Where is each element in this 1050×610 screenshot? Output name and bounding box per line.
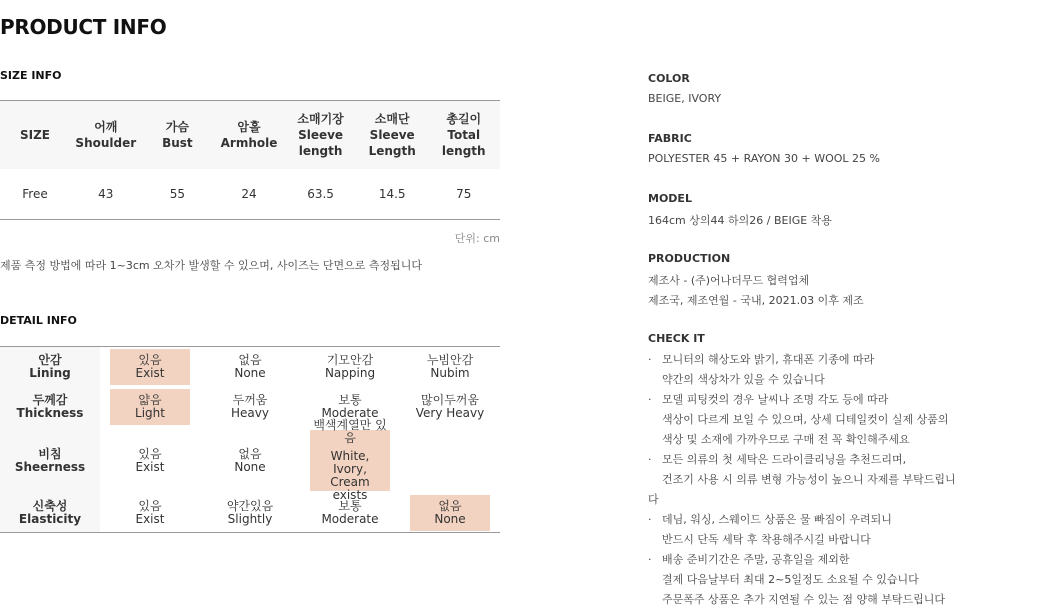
- page-title: PRODUCT INFO: [0, 15, 167, 39]
- detail-info-label: DETAIL INFO: [0, 314, 77, 327]
- size-cell-bust: 55: [169, 187, 186, 201]
- detail-row-thickness: [0, 387, 500, 427]
- detail-option: 있음 Exist: [135, 499, 165, 526]
- measure-note: 제품 측정 방법에 따라 1~3cm 오차가 발생할 수 있으며, 사이즈는 단면으로 측정됩니다: [0, 259, 422, 272]
- size-cell-sleeve-length: 63.5: [307, 187, 334, 201]
- detail-head-sheerness: 비침 Sheerness: [0, 427, 100, 494]
- size-value: Free: [22, 187, 48, 201]
- size-header-total-length: 총길이 Total length: [441, 112, 486, 158]
- detail-row-sheerness: [0, 418, 500, 502]
- detail-option: 누빔안감 Nubim: [426, 353, 474, 380]
- detail-option: 있음 Exist: [135, 446, 165, 474]
- detail-option: 없음 None: [234, 353, 266, 380]
- detail-option-selected: 있음 Exist: [110, 349, 190, 385]
- detail-option: 많이두꺼움 Very Heavy: [415, 393, 485, 420]
- fabric-label: FABRIC: [648, 132, 692, 145]
- size-cell-total-length: 75: [456, 187, 472, 201]
- production-origin: 제조국, 제조연월 - 국내, 2021.03 이후 제조: [648, 294, 864, 307]
- check-it-label: CHECK IT: [648, 332, 705, 345]
- detail-option: 보통 Moderate: [321, 499, 379, 526]
- detail-table: [0, 346, 500, 533]
- size-header-shoulder: 어깨 Shoulder: [75, 120, 137, 150]
- table-row: [0, 169, 500, 219]
- color-label: COLOR: [648, 72, 690, 85]
- detail-head-lining: 안감 Lining: [0, 347, 100, 387]
- detail-option: 두꺼움 Heavy: [231, 393, 269, 420]
- color-value: BEIGE, IVORY: [648, 92, 722, 105]
- model-value: 164cm 상의44 하의26 / BEIGE 착용: [648, 214, 832, 227]
- detail-row-lining: [0, 347, 500, 387]
- list-item: · 데님, 워싱, 스웨이드 상품은 물 빠짐이 우려되니 반드시 단독 세탁 후 착용해주시길 바랍니다: [648, 513, 892, 546]
- model-label: MODEL: [648, 192, 692, 205]
- detail-option: 없음 None: [234, 446, 266, 474]
- detail-row-elasticity: [0, 494, 500, 532]
- detail-head-thickness: 두께감 Thickness: [0, 387, 100, 427]
- size-table-header: [0, 101, 500, 169]
- size-cell-shoulder: 43: [98, 187, 114, 201]
- production-maker: 제조사 - (주)어나더무드 협력업체: [648, 274, 810, 287]
- size-cell-armhole: 24: [241, 187, 257, 201]
- production-label: PRODUCTION: [648, 252, 731, 265]
- size-header-sleeve-end: 소매단 Sleeve Length: [368, 112, 416, 158]
- detail-option-selected: 없음 None: [410, 495, 490, 531]
- detail-option-selected: 백색계열만 있음 White, Ivory, Cream exists: [310, 430, 390, 491]
- detail-option-selected: 얇음 Light: [110, 389, 190, 425]
- list-item: · 모든 의류의 첫 세탁은 드라이클리닝을 추천드리며, 건조기 사용 시 의류 변형 가능성이 높으니 자제를 부탁드립니 다: [648, 453, 956, 506]
- check-it-list: [648, 350, 1048, 610]
- size-cell-sleeve-end: 14.5: [378, 187, 406, 201]
- size-header-armhole: 암홀 Armhole: [220, 120, 278, 150]
- list-item: · 모델 피팅컷의 경우 날씨나 조명 각도 등에 따라 색상이 다르게 보일 수 있으며, 상세 디테일컷이 실제 상품의 색상 및 소재에 가까우므로 구매 전 꼭 확인해주세요: [648, 393, 949, 446]
- detail-option: 기모안감 Napping: [324, 353, 376, 380]
- list-item: · 배송 준비기간은 주말, 공휴일을 제외한 결제 다음날부터 최대 2~5일정도 소요될 수 있습니다 주문폭주 상품은 추가 지연될 수 있는 점 양해 부탁드립니다: [648, 553, 945, 606]
- detail-option: 약간있음 Slightly: [226, 499, 274, 526]
- size-header-size: SIZE: [19, 128, 50, 142]
- list-item: · 모니터의 해상도와 밝기, 휴대폰 기종에 따라 약간의 색상차가 있을 수 있습니다: [648, 353, 875, 386]
- fabric-value: POLYESTER 45 + RAYON 30 + WOOL 25 %: [648, 152, 880, 165]
- size-table: [0, 100, 500, 220]
- size-info-label: SIZE INFO: [0, 69, 62, 82]
- unit-note: 단위: cm: [454, 232, 500, 245]
- size-header-sleeve-length: 소매기장 Sleeve length: [297, 112, 344, 158]
- detail-option: 보통 Moderate: [321, 393, 379, 420]
- detail-head-elasticity: 신축성 Elasticity: [0, 494, 100, 532]
- size-header-bust: 가슴 Bust: [162, 120, 193, 150]
